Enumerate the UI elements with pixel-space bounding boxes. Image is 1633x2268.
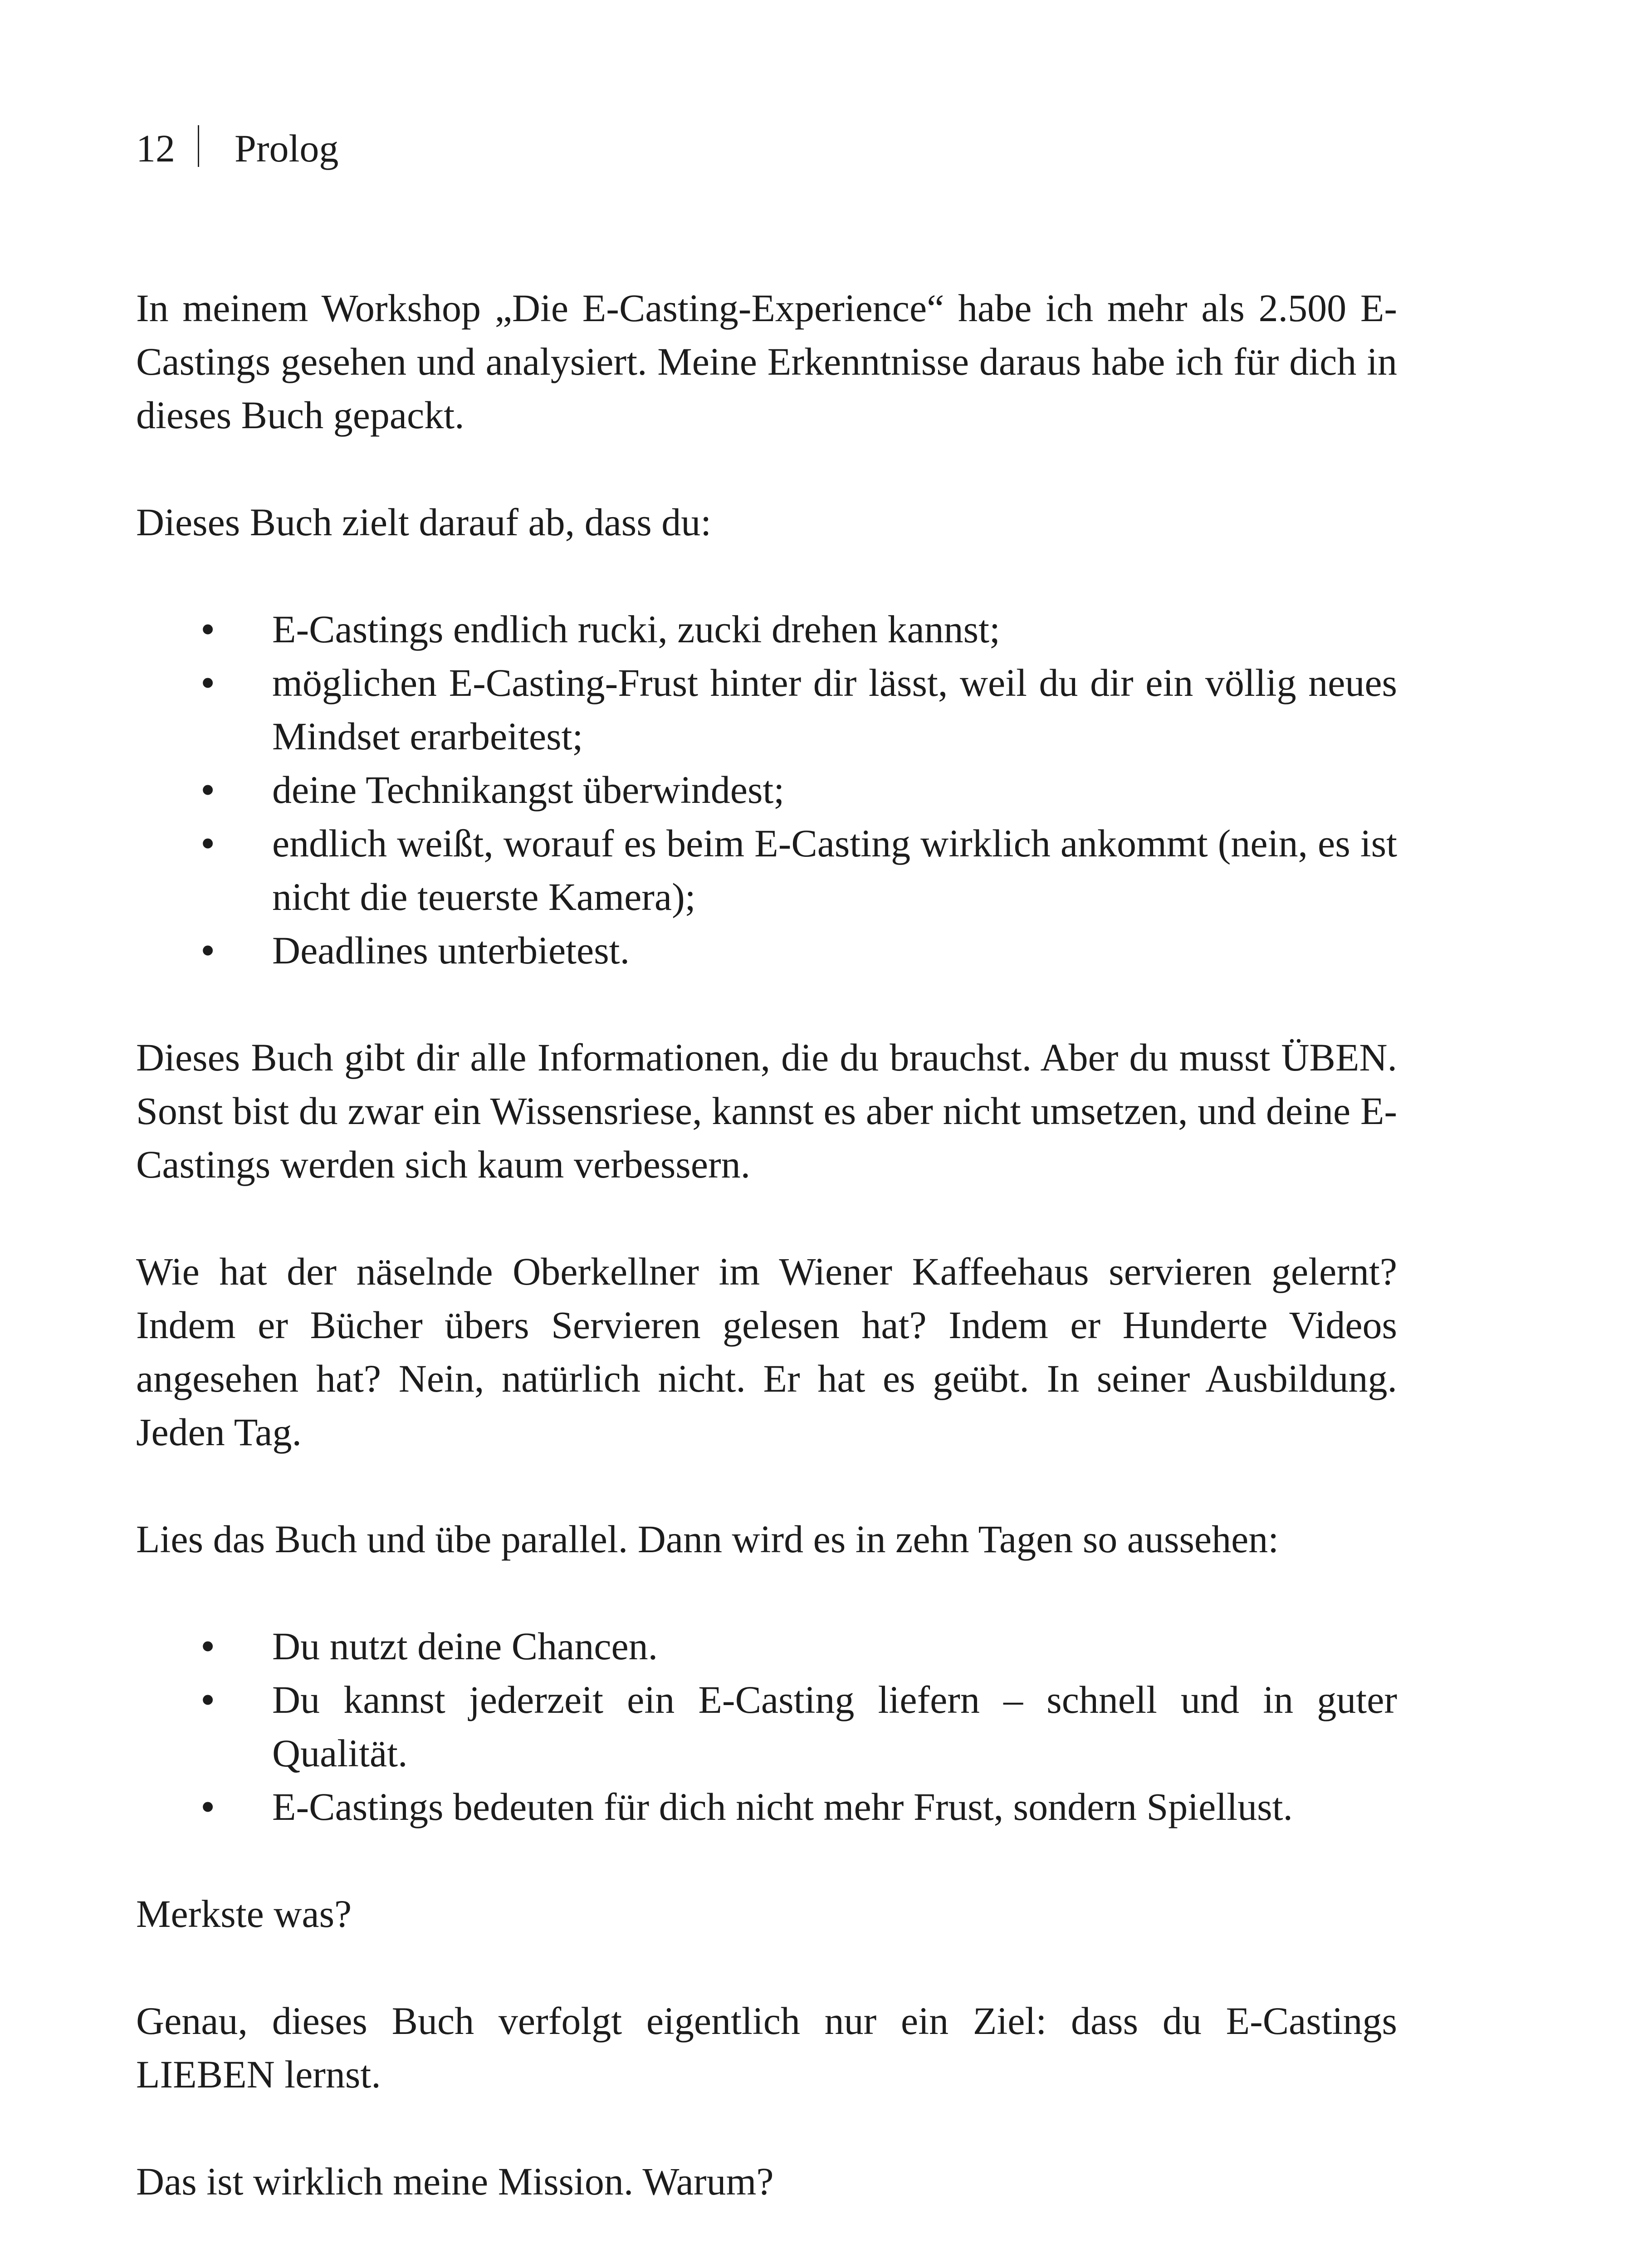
bullet-icon: • xyxy=(200,606,215,652)
paragraph-merkste: Merkste was? xyxy=(136,1892,352,1936)
list-item: • Du nutzt deine Chancen. xyxy=(272,1619,1397,1673)
bullet-icon: • xyxy=(200,660,215,706)
bullet-icon: • xyxy=(200,1623,215,1669)
paragraph-ten-days: Lies das Buch und übe parallel. Dann wird es in zehn Tagen so aussehen: xyxy=(136,1517,1279,1561)
header-divider xyxy=(198,125,199,167)
paragraph-workshop: In meinem Workshop „Die E-Casting-Experience“ habe ich mehr als 2.500 E-Castings gesehen und analysiert. Meine Erkenntnisse daraus habe ich für dich in dieses Buch gepackt. xyxy=(136,286,1397,437)
paragraph-waiter: Wie hat der näselnde Oberkellner im Wiener Kaffeehaus servieren gelernt? Indem er Bücher übers Servieren gelesen hat? Indem er Hunderte Videos angesehen hat? Nein, natürlich nicht. Er hat es geübt. In seiner Ausbildung. Jeden Tag. xyxy=(136,1250,1397,1454)
paragraph-practice: Dieses Buch gibt dir alle Informationen, die du brauchst. Aber du musst ÜBEN. Sonst bist du zwar ein Wissensriese, kannst es aber nicht umsetzen, und deine E-Castings werden sich kaum verbessern. xyxy=(136,1036,1397,1186)
running-header xyxy=(136,119,338,178)
page-number: 12 xyxy=(136,127,175,170)
chapter-title: Prolog xyxy=(235,127,339,170)
list-item: • E-Castings bedeuten für dich nicht mehr Frust, sondern Spiellust. xyxy=(272,1780,1397,1833)
paragraph-goal: Genau, dieses Buch verfolgt eigentlich nur ein Ziel: dass du E-Castings LIEBEN lernst. xyxy=(136,1999,1397,2096)
bullet-icon: • xyxy=(200,927,215,973)
aims-list xyxy=(136,602,1397,977)
outcomes-list xyxy=(136,1619,1397,1833)
bullet-icon: • xyxy=(200,1677,215,1723)
paragraph-aims-intro: Dieses Buch zielt darauf ab, dass du: xyxy=(136,500,712,544)
list-item: • E-Castings endlich rucki, zucki drehen kannst; xyxy=(272,602,1397,656)
list-item: • deine Technikangst überwindest; xyxy=(272,763,1397,816)
bullet-icon: • xyxy=(200,1784,215,1830)
list-item: • endlich weißt, worauf es beim E-Casting wirklich ankommt (nein, es ist nicht die teuerste Kamera); xyxy=(272,816,1397,924)
bullet-icon: • xyxy=(200,820,215,866)
body-text xyxy=(136,281,1397,2208)
paragraph-mission: Das ist wirklich meine Mission. Warum? xyxy=(136,2160,774,2203)
list-item: • Deadlines unterbietest. xyxy=(272,924,1397,977)
list-item: • Du kannst jederzeit ein E-Casting liefern – schnell und in guter Qualität. xyxy=(272,1673,1397,1780)
bullet-icon: • xyxy=(200,767,215,813)
list-item: • möglichen E-Casting-Frust hinter dir lässt, weil du dir ein völlig neues Mindset erarbeitest; xyxy=(272,656,1397,763)
